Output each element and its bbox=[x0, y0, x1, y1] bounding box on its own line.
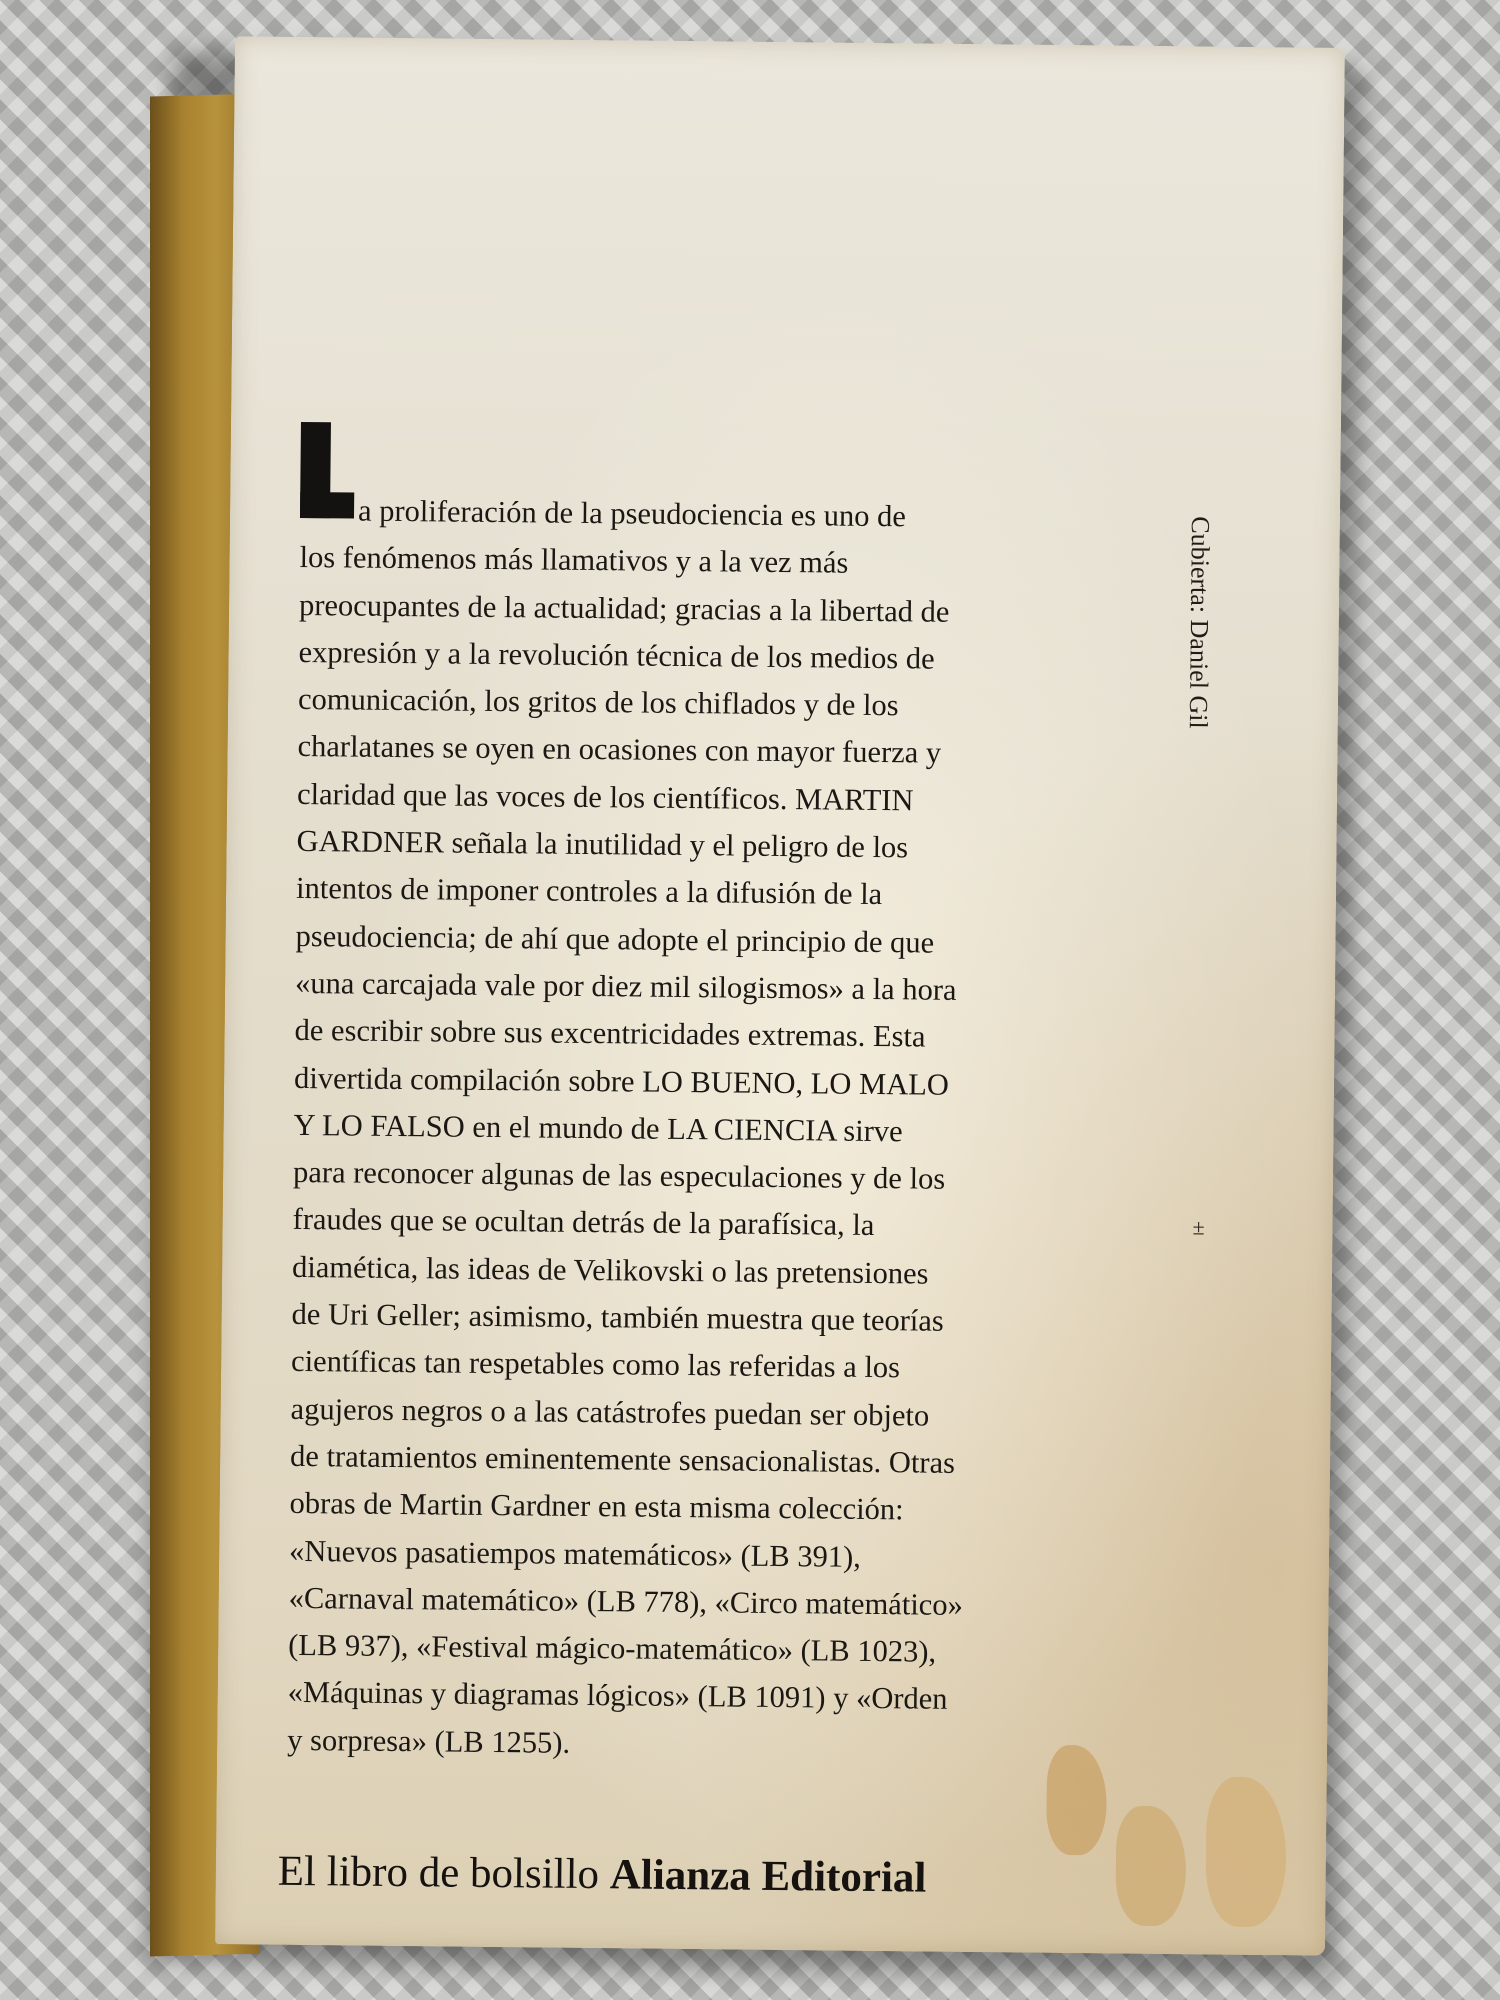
blurb-line: fraudes que se ocultan detrás de la parafísica, la bbox=[292, 1202, 875, 1243]
blurb-line: y sorpresa» (LB 1255). bbox=[287, 1722, 571, 1760]
blurb-line: divertida compilación sobre LO BUENO, LO MALO bbox=[293, 1060, 950, 1102]
blurb-line: de escribir sobre sus excentricidades extremas. Esta bbox=[294, 1013, 926, 1054]
cover-credit: Cubierta: Daniel Gil bbox=[1183, 516, 1216, 729]
blurb-line: expresión y a la revolución técnica de los medios de bbox=[298, 634, 935, 676]
blurb-line: diamética, las ideas de Velikovski o las pretensiones bbox=[291, 1249, 929, 1291]
blurb-line: los fenómenos más llamativos y a la vez más bbox=[299, 540, 849, 580]
water-stain bbox=[1205, 1777, 1287, 1928]
publisher-footer bbox=[278, 1847, 927, 1903]
water-stain bbox=[1115, 1806, 1186, 1927]
blurb-line: agujeros negros o a las catástrofes puedan ser objeto bbox=[290, 1391, 930, 1433]
blurb-line: a proliferación de la pseudociencia es uno de bbox=[357, 493, 907, 534]
book-back-cover bbox=[215, 36, 1345, 1956]
blurb-line: obras de Martin Gardner en esta misma colección: bbox=[289, 1486, 904, 1527]
blurb-text bbox=[287, 487, 1170, 1773]
dagger-mark: ± bbox=[1192, 1214, 1205, 1240]
blurb-line: «Carnaval matemático» (LB 778), «Circo matemático» bbox=[288, 1580, 964, 1622]
blurb-line: científicas tan respetables como las referidas a los bbox=[290, 1344, 901, 1385]
blurb-line: Y LO FALSO en el mundo de LA CIENCIA sirve bbox=[293, 1107, 903, 1149]
blurb-line: claridad que las voces de los científicos. MARTIN bbox=[296, 776, 914, 818]
blurb-line: pseudociencia; de ahí que adopte el principio de que bbox=[295, 918, 935, 960]
series-name: El libro de bolsillo bbox=[277, 1847, 600, 1899]
blurb-line: para reconocer algunas de las especulaciones y de los bbox=[292, 1155, 946, 1196]
blurb-line: comunicación, los gritos de los chiflados y de los bbox=[297, 682, 899, 723]
blurb-line: GARDNER señala la inutilidad y el peligro de los bbox=[296, 824, 909, 865]
blurb-line: de Uri Geller; asimismo, también muestra que teorías bbox=[291, 1296, 944, 1338]
blurb-line: preocupantes de la actualidad; gracias a la libertad de bbox=[298, 587, 950, 629]
blurb-line: «Nuevos pasatiempos matemáticos» (LB 391), bbox=[288, 1533, 862, 1574]
blurb-line: intentos de imponer controles a la difusión de la bbox=[295, 871, 883, 912]
blurb-line: de tratamientos eminentemente sensacionalistas. Otras bbox=[289, 1438, 956, 1480]
publisher-name: Alianza Editorial bbox=[609, 1851, 927, 1902]
blurb-line: charlatanes se oyen en ocasiones con mayor fuerza y bbox=[297, 729, 942, 771]
blurb-line: (LB 937), «Festival mágico-matemático» (LB 1023), bbox=[287, 1628, 937, 1669]
blurb-line: «Máquinas y diagramas lógicos» (LB 1091) y «Orden bbox=[287, 1675, 948, 1717]
blurb-line: «una carcajada vale por diez mil silogismos» a la hora bbox=[294, 965, 957, 1007]
